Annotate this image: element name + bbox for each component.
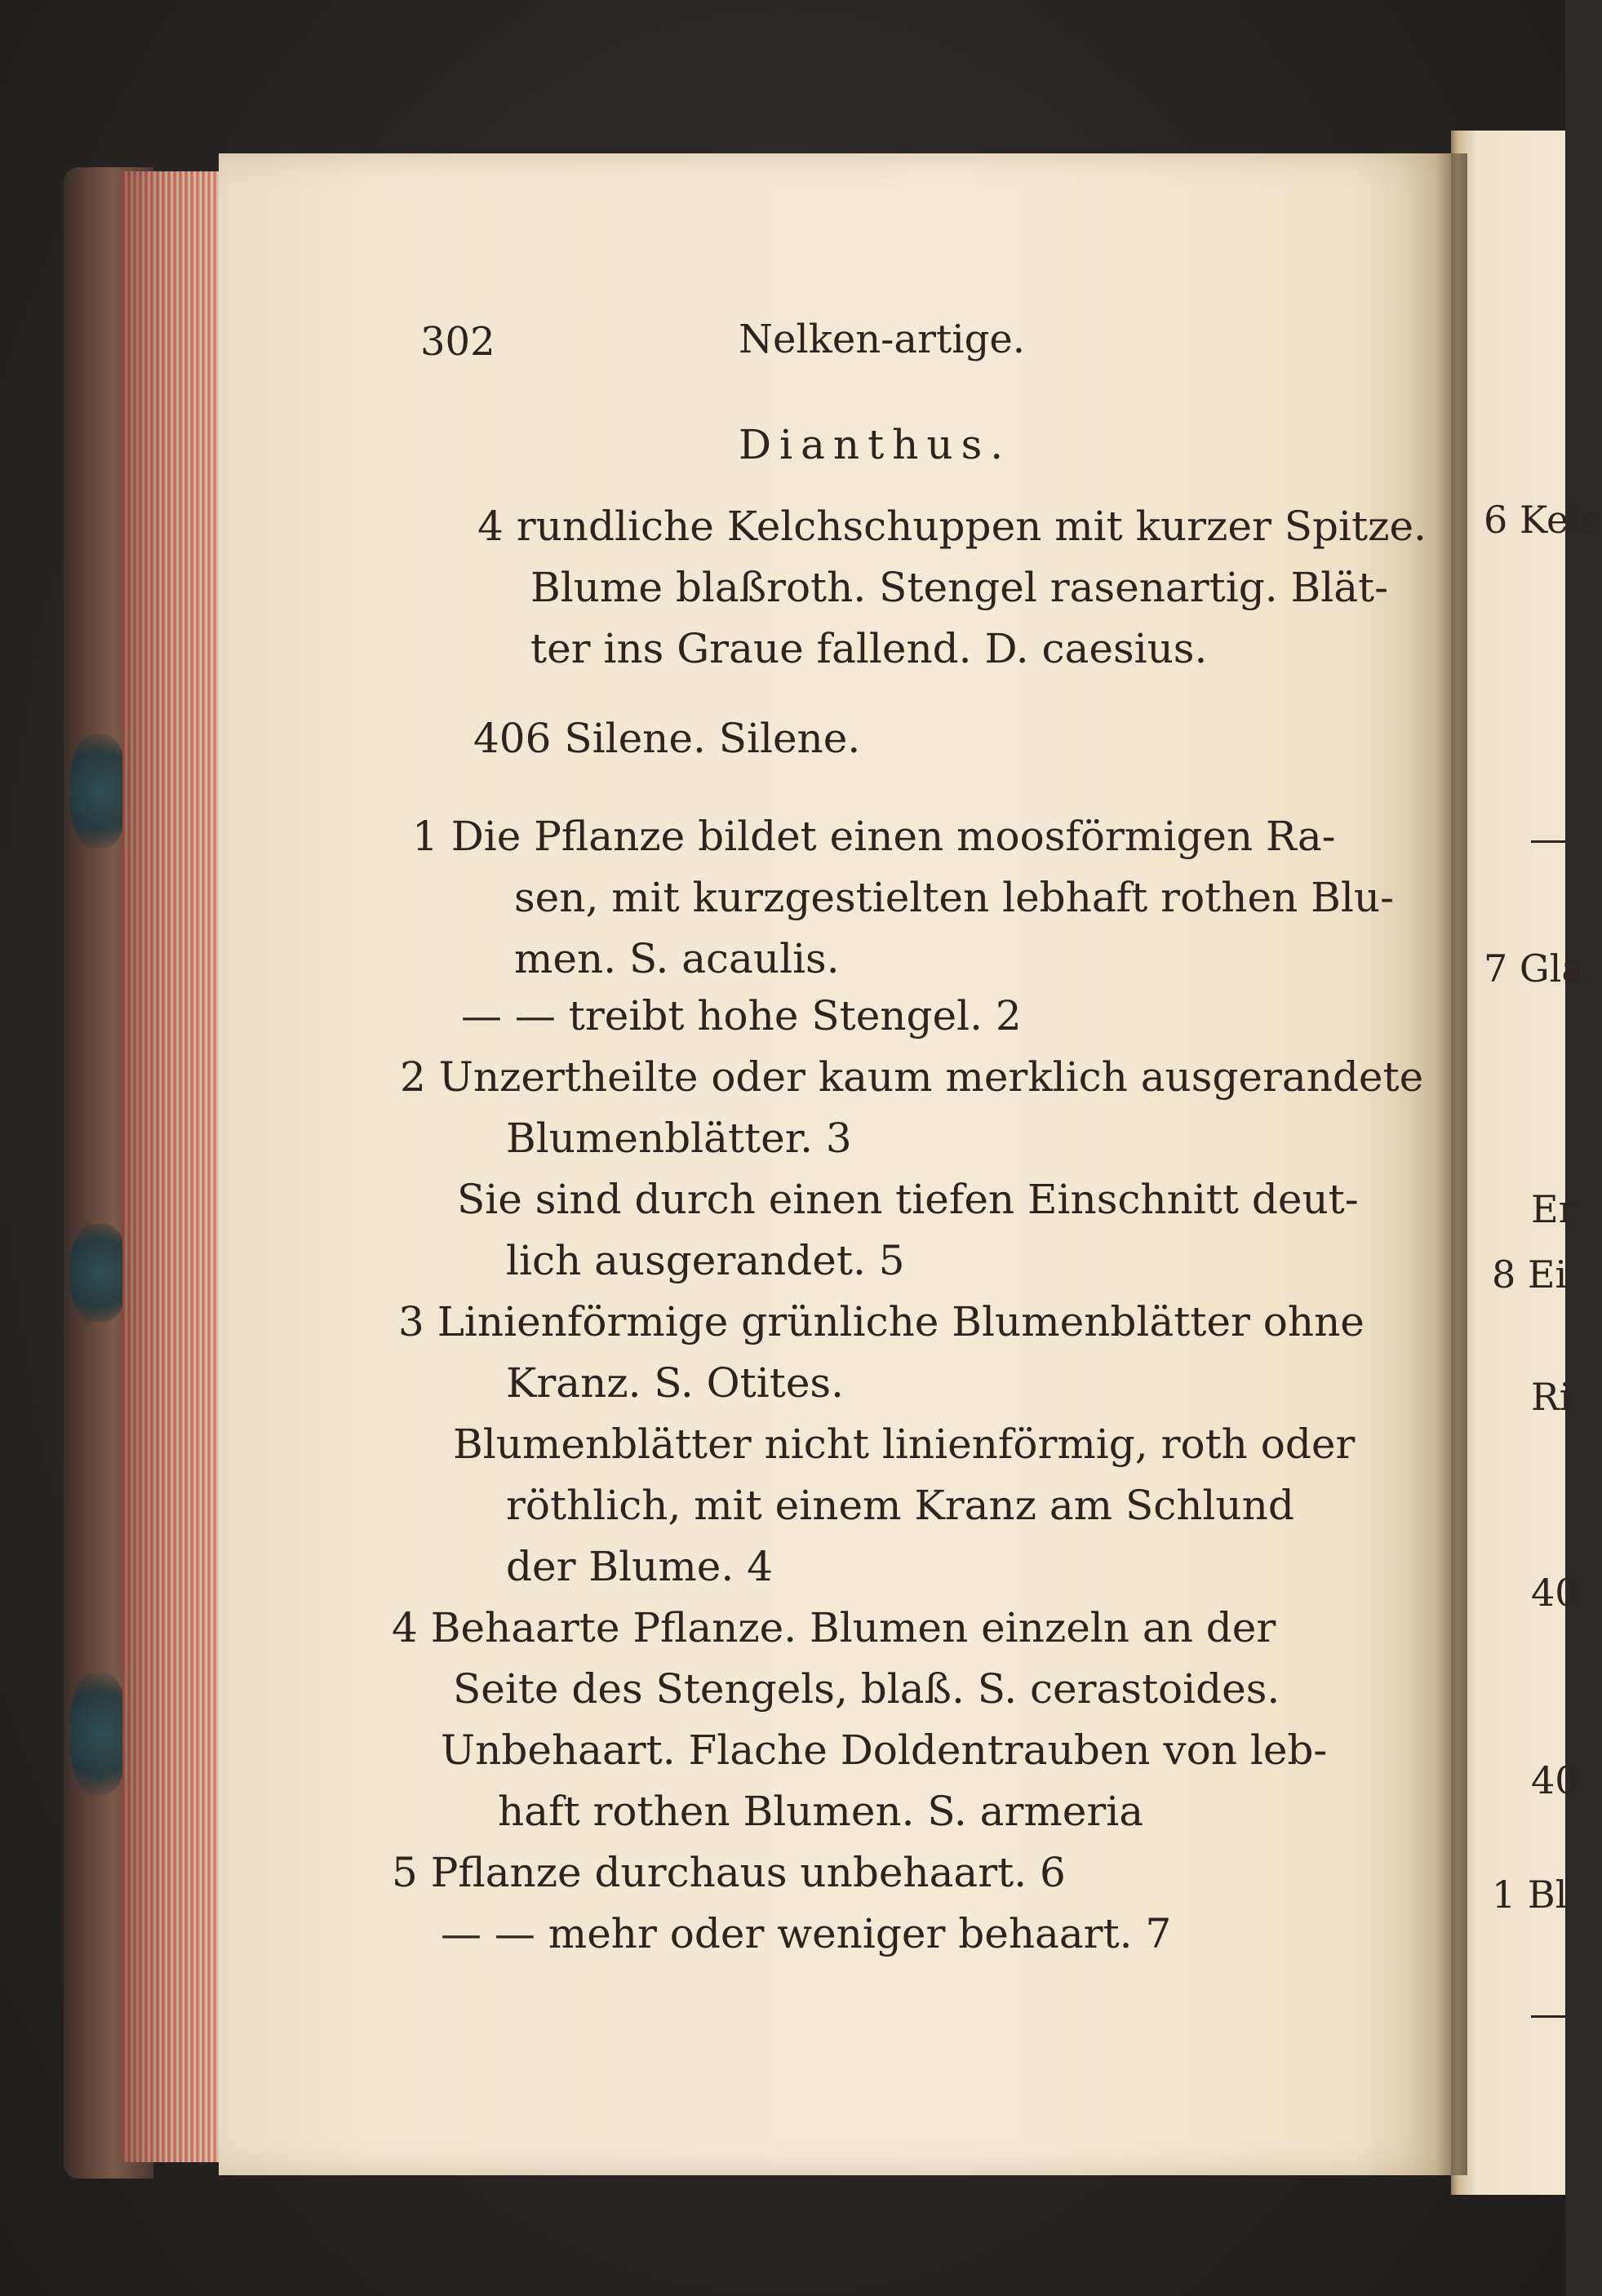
text-line: 1 Die Pflanze bildet einen moosförmigen Ra- [412, 813, 1336, 860]
facing-line: 7 Gla [1484, 946, 1584, 991]
facing-dash [1531, 840, 1565, 843]
genus-heading: Dianthus. [739, 421, 1012, 468]
page-number: 302 [420, 319, 495, 365]
facing-line: 40 [1531, 1571, 1579, 1615]
text-line: Blume blaßroth. Stengel rasenartig. Blät- [530, 564, 1389, 611]
text-line: lich ausgerandet. 5 [506, 1237, 905, 1284]
text-line: 2 Unzertheilte oder kaum merklich ausgerandete [400, 1053, 1424, 1101]
text-line: röthlich, mit einem Kranz am Schlund [506, 1482, 1294, 1529]
text-line: Blumenblätter nicht linienförmig, roth oder [453, 1421, 1356, 1468]
facing-line: 1 Bl [1492, 1873, 1568, 1917]
facing-page [1451, 131, 1602, 2195]
facing-line: Er [1531, 1187, 1577, 1231]
cover-marbling [70, 1673, 127, 1795]
facing-line: 6 Kelc [1484, 498, 1602, 542]
section-heading: 406 Silene. Silene. [473, 715, 861, 762]
cover-marbling [70, 734, 127, 849]
text-line: sen, mit kurzgestielten lebhaft rothen Blu- [514, 874, 1394, 921]
text-line: Sie sind durch einen tiefen Einschnitt deut- [457, 1176, 1359, 1223]
facing-line: 40 [1531, 1758, 1579, 1802]
text-line: ter ins Graue fallend. D. caesius. [530, 625, 1208, 672]
page-edges-shade [122, 171, 233, 2162]
running-head: Nelken-artige. [739, 317, 1025, 362]
text-line: der Blume. 4 [506, 1543, 773, 1590]
facing-line: 8 Ei [1492, 1252, 1568, 1296]
text-line: Blumenblätter. 3 [506, 1115, 852, 1162]
text-line: Kranz. S. Otites. [506, 1359, 844, 1407]
text-line: 4 rundliche Kelchschuppen mit kurzer Spitze. [477, 503, 1427, 550]
text-line: haft rothen Blumen. S. armeria [498, 1788, 1144, 1835]
text-line: — — mehr oder weniger behaart. 7 [441, 1910, 1172, 1957]
cover-marbling [70, 1224, 127, 1322]
text-line: — — treibt hohe Stengel. 2 [461, 992, 1022, 1039]
facing-line: Ri [1531, 1375, 1572, 1419]
page-gutter [1436, 153, 1467, 2175]
text-line: Seite des Stengels, blaß. S. cerastoides. [453, 1665, 1280, 1713]
text-line: men. S. acaulis. [514, 935, 840, 982]
text-line: Unbehaart. Flache Doldentrauben von leb- [441, 1726, 1328, 1774]
facing-dash [1531, 2015, 1565, 2018]
text-line: 3 Linienförmige grünliche Blumenblätter ohne [398, 1298, 1365, 1345]
text-line: 5 Pflanze durchaus unbehaart. 6 [392, 1849, 1066, 1896]
text-line: 4 Behaarte Pflanze. Blumen einzeln an der [392, 1604, 1276, 1651]
